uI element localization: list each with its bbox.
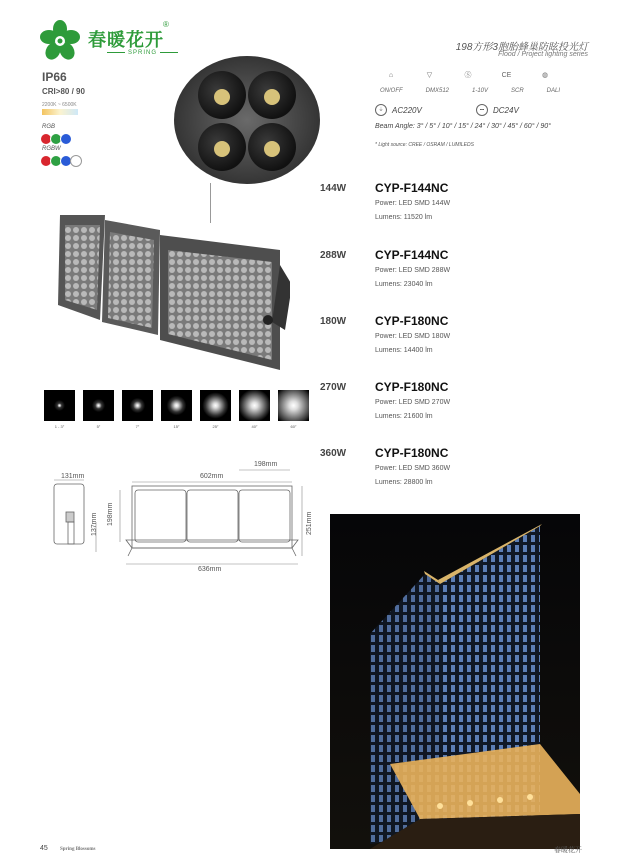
series-title-cn: 198方形3胞胎蜂巢防眩投光灯 [455,42,588,53]
model-name: CYP-F144NC [375,248,449,262]
light-source-note: * Light source: CREE / OSRAM / LUMILEDS [375,142,474,148]
cct-gradient-bar [42,109,78,115]
beam-sample-label: 15° [173,424,180,429]
rohs-icon: ◍ [541,72,549,79]
brand-name-cn: 春暖花开 [88,30,164,50]
dc-icon: ⎓ [476,104,488,116]
dim-total-width: 602mm [200,473,224,480]
dc-voltage: DC24V [493,105,519,115]
rgbw-label: RGBW [42,146,61,152]
protocol-scr: SCR [510,88,524,94]
brand-flower-logo [40,20,80,60]
plug-icon: ⏚ [375,104,387,116]
home-icon: ⌂ [388,71,394,79]
protocol-icons [383,68,553,82]
beam-sample [161,390,192,421]
model-lumens: Lumens: 28800 lm [375,479,433,486]
registered-mark: ® [163,20,169,29]
beam-sample [122,390,153,421]
cct-range: 2200K ~ 6500K [42,102,77,108]
rgb-label: RGB [42,124,56,130]
beam-sample [278,390,309,421]
dim-front-height: 198mm [107,502,114,526]
model-lumens: Lumens: 23040 lm [375,281,433,288]
dim-side-height: 137mm [91,512,98,536]
lens-closeup-image [172,55,322,185]
model-power: Power: LED SMD 270W [375,399,451,406]
dim-module-width: 198mm [254,461,278,468]
white-dot [70,155,82,167]
page-number: 45 [40,845,48,852]
beam-angle-list: Beam Angle: 3° / 5° / 10° / 15° / 24° / 30° / 45° / 60° / 90° [375,123,551,130]
beam-sample [200,390,231,421]
dim-side-width: 131mm [61,473,85,480]
blue-dot [60,133,72,145]
beam-sample-label: 40° [251,424,258,429]
ac-voltage: AC220V [392,105,422,115]
beam-sample-label: 1 - 3° [54,424,65,429]
beam-sample-label: 60° [290,424,297,429]
model-name: CYP-F144NC [375,181,449,195]
ccc-icon: Ⓢ [464,72,472,79]
ip-rating: IP66 [42,70,67,84]
dimmer-icon: ▽ [426,72,433,79]
beam-sample [44,390,75,421]
footer-brand-cn: 春暖花开 [554,847,582,854]
beam-sample-label: 7° [135,424,140,429]
model-wattage: 360W [320,448,347,459]
dim-overall-height: 251mm [306,511,313,535]
model-wattage: 288W [320,250,347,261]
footer-brand-en: Spring Blossoms [60,847,96,852]
protocol-onoff: ON/OFF [380,88,403,94]
beam-sample [83,390,114,421]
cri-rating: CRI>80 / 90 [42,87,85,96]
dc-input [476,104,519,116]
model-name: CYP-F180NC [375,314,449,328]
protocol-labels [380,88,560,94]
dim-overall-width: 636mm [198,566,222,573]
beam-sample [239,390,270,421]
brand-name-en: SPRING [104,50,181,56]
beam-sample-label: 5° [96,424,101,429]
model-wattage: 144W [320,183,347,194]
model-power: Power: LED SMD 360W [375,465,451,472]
model-power: Power: LED SMD 180W [375,333,451,340]
building-night-photo [330,514,580,849]
rgbw-color-dots [40,155,80,165]
model-wattage: 180W [320,316,347,327]
beam-sample-label: 25° [212,424,219,429]
model-wattage: 270W [320,382,347,393]
ac-input [375,104,422,116]
ce-icon: CE [501,71,512,79]
model-power: Power: LED SMD 288W [375,267,451,274]
model-power: Power: LED SMD 144W [375,200,451,207]
model-lumens: Lumens: 14400 lm [375,347,433,354]
floodlight-product-image [40,210,290,375]
model-lumens: Lumens: 11520 lm [375,214,433,221]
protocol-1-10v: 1-10V [471,88,488,94]
model-name: CYP-F180NC [375,446,449,460]
series-title-en: Flood / Project lighting series [498,51,588,58]
model-name: CYP-F180NC [375,380,449,394]
protocol-dmx512: DMX512 [425,88,449,94]
protocol-dali: DALI [546,88,560,94]
model-lumens: Lumens: 21600 lm [375,413,433,420]
rgb-color-dots [40,133,70,143]
